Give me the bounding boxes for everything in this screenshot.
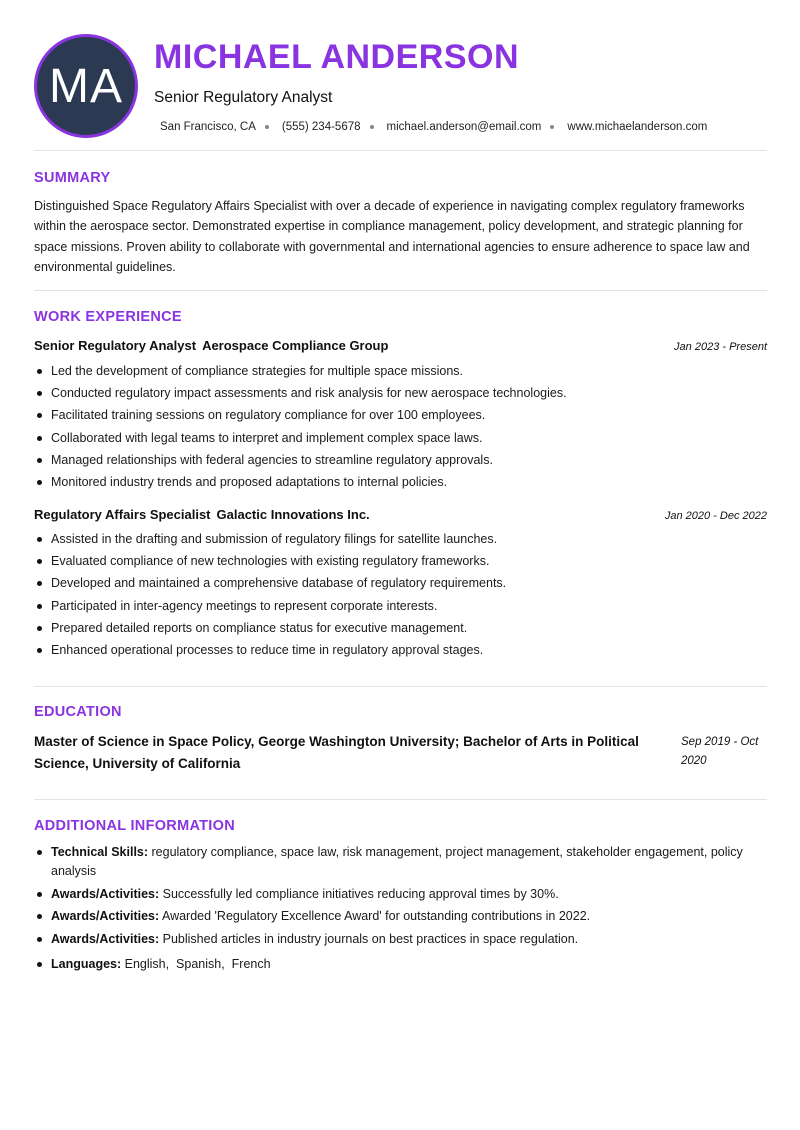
- additional-heading: ADDITIONAL INFORMATION: [34, 818, 235, 834]
- list-item: [34, 907, 767, 926]
- list-item: Assisted in the drafting and submission of regulatory filings for satellite launches.: [34, 528, 767, 550]
- job-position: Senior Regulatory Analyst: [34, 338, 197, 353]
- separator-dot-icon: [370, 125, 374, 129]
- item-label: Languages:: [51, 956, 122, 971]
- list-item: Monitored industry trends and proposed adaptations to internal policies.: [34, 471, 767, 493]
- item-label: Awards/Activities:: [51, 909, 160, 923]
- summary-heading: SUMMARY: [34, 170, 111, 186]
- item-label: Awards/Activities:: [51, 886, 160, 901]
- item-text: Successfully led compliance initiatives reducing approval times by 30%.: [162, 886, 559, 901]
- avatar: [34, 34, 138, 138]
- avatar-initials: MA: [49, 59, 123, 113]
- education-heading: EDUCATION: [34, 704, 122, 720]
- list-item: [34, 955, 767, 974]
- additional-list: [34, 843, 767, 977]
- list-item: Developed and maintained a comprehensive database of regulatory requirements.: [34, 572, 767, 594]
- list-item: Conducted regulatory impact assessments and risk analysis for new aerospace technologies.: [34, 382, 767, 404]
- list-item: [34, 843, 767, 881]
- list-item: Managed relationships with federal agencies to streamline regulatory approvals.: [34, 449, 767, 471]
- education-dates: Sep 2019 - Oct 2020: [681, 736, 759, 767]
- item-label: Awards/Activities:: [51, 931, 160, 946]
- divider: [34, 799, 767, 800]
- divider: [34, 150, 767, 151]
- list-item: [34, 885, 767, 904]
- summary-text: Distinguished Space Regulatory Affairs Specialist with over a decade of experience in navigating complex regulatory frameworks within the aerospace sector. Demonstrated expertise in compliance management, policy development, and strategic planning for space missions. Proven ability to collaborate with governmental and international agencies to ensure adherence to space law and environmental guidelines.: [34, 199, 750, 274]
- job-dates: Jan 2020 - Dec 2022: [664, 510, 767, 522]
- job-heading: [34, 338, 388, 353]
- item-text: English, Spanish, French: [124, 956, 271, 971]
- list-item: Led the development of compliance strategies for multiple space missions.: [34, 360, 767, 382]
- list-item: Collaborated with legal teams to interpret and implement complex space laws.: [34, 427, 767, 449]
- job-bullets: [34, 528, 767, 661]
- candidate-role: Senior Regulatory Analyst: [154, 89, 333, 106]
- experience-heading: WORK EXPERIENCE: [34, 309, 182, 325]
- item-text: Awarded 'Regulatory Excellence Award' for outstanding contributions in 2022.: [161, 909, 591, 923]
- job-bullets: [34, 360, 767, 493]
- contact-email[interactable]: michael.anderson@email.com: [386, 121, 542, 133]
- list-item: Facilitated training sessions on regulatory compliance for over 100 employees.: [34, 404, 767, 426]
- item-text: Published articles in industry journals on best practices in space regulation.: [162, 931, 579, 946]
- contact-location: San Francisco, CA: [160, 121, 256, 133]
- job-company: Galactic Innovations Inc.: [216, 507, 370, 522]
- separator-dot-icon: [550, 125, 554, 129]
- job-heading: [34, 507, 370, 522]
- item-text: regulatory compliance, space law, risk management, project management, stakeholder engagement, policy analysis: [51, 845, 743, 878]
- education-degree: Master of Science in Space Policy, George Washington University; Bachelor of Arts in Political Science, University of California: [34, 734, 639, 771]
- list-item: [34, 930, 767, 949]
- job-dates: Jan 2023 - Present: [674, 341, 767, 353]
- list-item: Participated in inter-agency meetings to represent corporate interests.: [34, 595, 767, 617]
- divider: [34, 290, 767, 291]
- separator-dot-icon: [265, 125, 269, 129]
- contact-phone: (555) 234-5678: [281, 121, 361, 133]
- job-company: Aerospace Compliance Group: [202, 338, 389, 353]
- job-position: Regulatory Affairs Specialist: [34, 507, 211, 522]
- list-item: Enhanced operational processes to reduce time in regulatory approval stages.: [34, 639, 767, 661]
- contact-bar: [160, 121, 707, 133]
- contact-website[interactable]: www.michaelanderson.com: [567, 121, 708, 133]
- list-item: Evaluated compliance of new technologies with existing regulatory frameworks.: [34, 550, 767, 572]
- candidate-name: MICHAEL ANDERSON: [154, 38, 520, 76]
- item-label: Technical Skills:: [51, 845, 149, 859]
- list-item: Prepared detailed reports on compliance status for executive management.: [34, 617, 767, 639]
- divider: [34, 686, 767, 687]
